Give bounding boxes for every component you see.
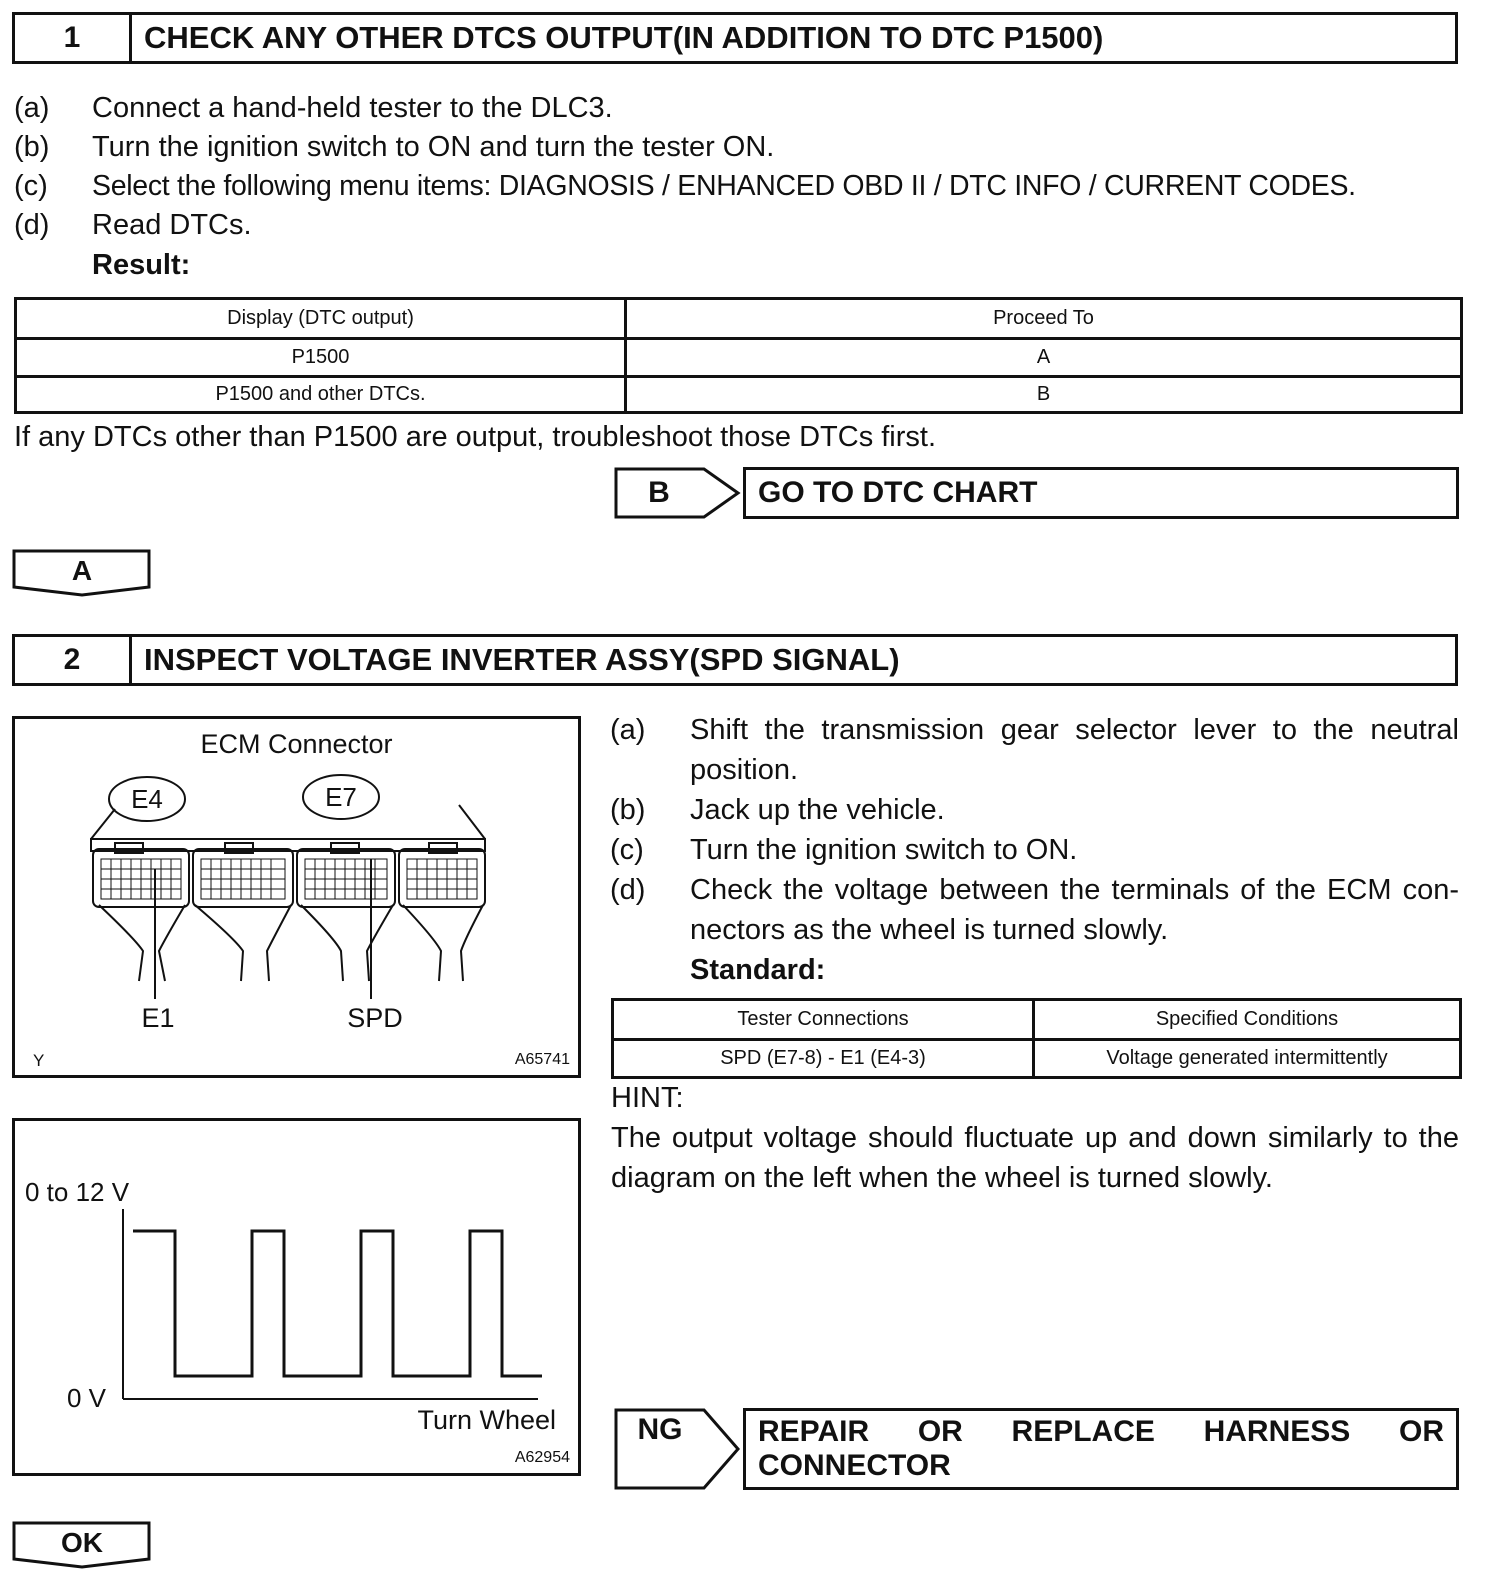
step1-item-b-label: (b) — [14, 131, 50, 163]
pin-spd-label: SPD — [347, 1003, 403, 1033]
step1-result-label: Result: — [92, 249, 191, 281]
ng-word: OR — [1399, 1415, 1444, 1448]
table-header-cell: Proceed To — [626, 299, 1462, 339]
table-row — [16, 339, 1462, 377]
step1-item-a-label: (a) — [14, 92, 50, 124]
branch-ng-action-box — [743, 1408, 1459, 1490]
voltage-waveform-figure — [12, 1118, 581, 1476]
step1-item-c-text: Select the following menu items: DIAGNOSIS / ENHANCED OBD II / DTC INFO / CURRENT CODES. — [92, 170, 1356, 202]
step1-item-d-label: (d) — [14, 209, 50, 241]
step2-item-b-line1: Jack up the vehicle. — [690, 794, 945, 826]
step2-standard-label: Standard: — [690, 954, 826, 986]
hint-label: HINT: — [611, 1082, 684, 1114]
table-header-row — [613, 1000, 1461, 1040]
branch-a-label: A — [71, 555, 93, 586]
step1-title: CHECK ANY OTHER DTCS OUTPUT(IN ADDITION TO DTC P1500) — [144, 20, 1104, 55]
connector-housing — [93, 843, 485, 907]
step1-item-a-text: Connect a hand-held tester to the DLC3. — [92, 92, 613, 124]
figure1-corner-mark: Y — [33, 1051, 45, 1070]
hint-line2: diagram on the left when the wheel is turned slowly. — [611, 1162, 1273, 1194]
y-low-label: 0 V — [67, 1383, 107, 1413]
step2-item-d-line2: nectors as the wheel is turned slowly. — [690, 914, 1169, 946]
ecm-connector-figure — [12, 716, 581, 1078]
table-cell: A — [626, 339, 1462, 377]
ng-word: REPLACE — [1011, 1415, 1155, 1448]
step2-standard-table — [611, 998, 1462, 1079]
ecm-connector-title: ECM Connector — [200, 729, 393, 759]
table-cell: P1500 — [16, 339, 626, 377]
step1-result-table — [14, 297, 1463, 414]
step1-header — [12, 12, 1458, 64]
step1-number: 1 — [15, 15, 132, 61]
table-header-cell: Tester Connections — [613, 1000, 1034, 1040]
table-row — [16, 377, 1462, 413]
ng-word: REPAIR — [758, 1415, 870, 1448]
step2-item-a-line1: Shift the transmission gear selector lever to the neutral — [690, 714, 1459, 746]
branch-b-action-box — [743, 467, 1459, 519]
pin-e1-label: E1 — [141, 1003, 175, 1033]
branch-ng-code: NG — [637, 1413, 683, 1446]
ng-word: OR — [917, 1415, 963, 1448]
table-header-cell: Specified Conditions — [1034, 1000, 1461, 1040]
connector-e4-label: E4 — [131, 784, 163, 814]
step1-item-d-text: Read DTCs. — [92, 209, 252, 241]
square-waveform — [133, 1231, 542, 1376]
step2-item-b-label: (b) — [610, 794, 646, 826]
step2-item-d-label: (d) — [610, 874, 646, 906]
table-header-cell: Display (DTC output) — [16, 299, 626, 339]
figure1-id: A65741 — [514, 1051, 570, 1068]
step2-item-c-line1: Turn the ignition switch to ON. — [690, 834, 1078, 866]
ng-word: HARNESS — [1203, 1415, 1351, 1448]
connector-e7-label: E7 — [325, 782, 357, 812]
table-cell: SPD (E7-8) - E1 (E4-3) — [613, 1040, 1034, 1078]
wire-harness — [99, 905, 483, 981]
step1-note: If any DTCs other than P1500 are output, troubleshoot those DTCs first. — [14, 421, 937, 453]
step2-header — [12, 634, 1458, 686]
table-row — [613, 1040, 1461, 1078]
y-high-label: 0 to 12 V — [25, 1177, 130, 1207]
hint-line1: The output voltage should fluctuate up and down similarly to the — [611, 1122, 1459, 1154]
table-header-row — [16, 299, 1462, 339]
figure2-id: A62954 — [514, 1449, 570, 1466]
branch-ng-action-line1 — [758, 1415, 1444, 1449]
step2-item-a-label: (a) — [610, 714, 646, 746]
step1-item-c-label: (c) — [14, 170, 48, 202]
branch-ng-action-line2: CONNECTOR — [758, 1449, 951, 1482]
step2-title: INSPECT VOLTAGE INVERTER ASSY(SPD SIGNAL) — [144, 642, 900, 677]
table-cell: B — [626, 377, 1462, 413]
branch-b-action: GO TO DTC CHART — [758, 476, 1038, 509]
branch-b-code: B — [648, 476, 670, 509]
step2-item-a-line2: position. — [690, 754, 799, 786]
step2-item-d-line1: Check the voltage between the terminals of the ECM con- — [690, 874, 1459, 906]
connector-pin-grid — [101, 859, 477, 899]
x-axis-label: Turn Wheel — [417, 1405, 556, 1435]
branch-ok-label: OK — [61, 1527, 103, 1558]
ecm-connector-drawing — [15, 719, 578, 1075]
step1-item-b-text: Turn the ignition switch to ON and turn the tester ON. — [92, 131, 775, 163]
step2-item-c-label: (c) — [610, 834, 644, 866]
step2-number: 2 — [15, 637, 132, 683]
table-cell: P1500 and other DTCs. — [16, 377, 626, 413]
table-cell: Voltage generated intermittently — [1034, 1040, 1461, 1078]
